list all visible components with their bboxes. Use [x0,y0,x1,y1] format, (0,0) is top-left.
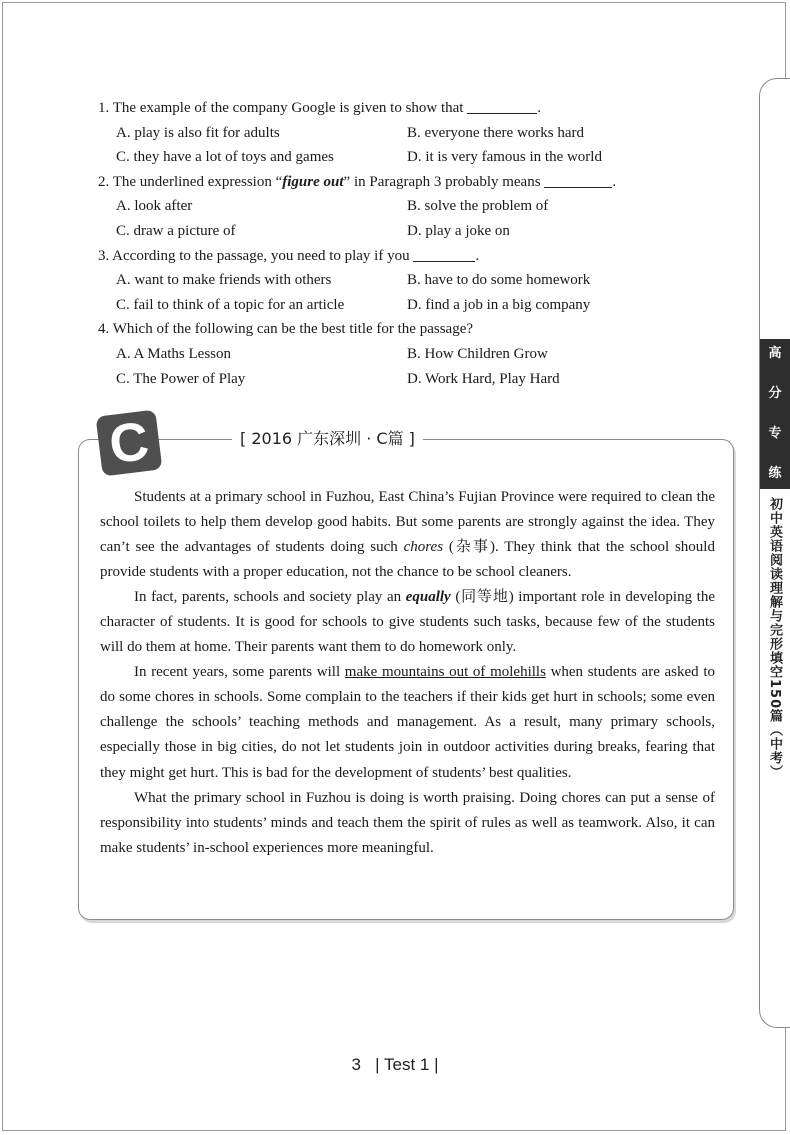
option-row [98,194,698,219]
option-row [98,268,698,293]
chores-term: chores [403,539,444,556]
question-stem: 2. The underlined expression “figure out” in Paragraph 3 probably means . [98,173,617,190]
option-d: D. it is very famous in the world [407,149,602,166]
reading-passage [100,485,715,861]
title-rule [160,439,230,440]
question-stem: 1. The example of the company Google is given to show that . [98,100,541,116]
option-b: B. have to do some homework [407,272,591,289]
option-row [98,367,698,392]
side-tab-labels [760,339,790,489]
option-d: D. find a job in a big company [407,296,591,313]
option-row [98,145,698,170]
option-a: A. A Maths Lesson [116,345,232,362]
question-list [98,96,698,391]
option-row [98,219,698,244]
option-row [98,293,698,318]
side-char: 练 [768,466,782,481]
option-d: D. Work Hard, Play Hard [407,370,560,387]
paragraph-2: In fact, parents, schools and society play an equally (同等地) important role in developing the character of students. It is good for schools to give students such tasks, because few of the students will do them at home. Their parents want them to do homework only. [100,589,715,656]
paragraph-1: Students at a primary school in Fuzhou, East China’s Fujian Province were required to clean the school toilets to help them develop good habits. But some parents are strongly against the idea. They can’t see the advantages of students doing such chores (杂事). They think that the school should provide students with a proper education, not the chance to be school cleaners. [100,489,715,581]
answer-blank [544,173,612,188]
option-a: A. look after [116,198,193,215]
side-char: 专 [768,426,782,441]
question-stem: 3. According to the passage, you need to play if you . [98,247,480,264]
test-label: | Test 1 | [375,1055,439,1074]
option-c: C. they have a lot of toys and games [116,149,334,166]
equally-term: equally [405,589,451,606]
paragraph-3: In recent years, some parents will make mountains out of molehills when students are asked to do some chores in schools. Some complain to the teachers if their kids get hurt in schools; some even challenge the schools’ teaching methods and management. As a result, many primary schools, especially those in big cities, do not let students join in outdoor activities during breaks, fearing that they might get hurt. This is bad for the development of students’ best qualities. [100,664,715,781]
figure-out-term: figure out [282,173,344,190]
option-b: B. solve the problem of [407,198,549,215]
section-letter-badge: C [96,410,163,477]
option-a: A. want to make friends with others [116,272,332,289]
page-number: 3 [351,1055,361,1074]
option-row [98,342,698,367]
option-d: D. play a joke on [407,222,510,239]
option-b: B. everyone there works hard [407,124,585,141]
option-c: C. draw a picture of [116,222,236,239]
side-char: 高 [768,346,782,361]
option-c: C. The Power of Play [116,370,246,387]
paragraph-4: What the primary school in Fuzhou is doing is worth praising. Doing chores can put a sense of responsibility into students’ minds and teach them the spirit of rules as well as teamwork. Also, it can make students’ in-school experiences more meaningful. [100,789,715,856]
page-footer [0,1055,790,1075]
book-title-vertical: 初中英语阅读理解与完形填空150篇（中考） [767,497,782,780]
option-c: C. fail to think of a topic for an article [116,296,345,313]
option-b: B. How Children Grow [407,345,548,362]
answer-blank [467,99,537,114]
underlined-expression: make mountains out of molehills [344,664,546,681]
answer-blank [413,247,475,262]
question-stem: 4. Which of the following can be the best title for the passage? [98,321,474,338]
option-row [98,121,698,146]
section-title: [ 2016 广东深圳 · C篇 ] [232,427,423,451]
option-a: A. play is also fit for adults [116,124,280,141]
side-char: 分 [768,386,782,401]
